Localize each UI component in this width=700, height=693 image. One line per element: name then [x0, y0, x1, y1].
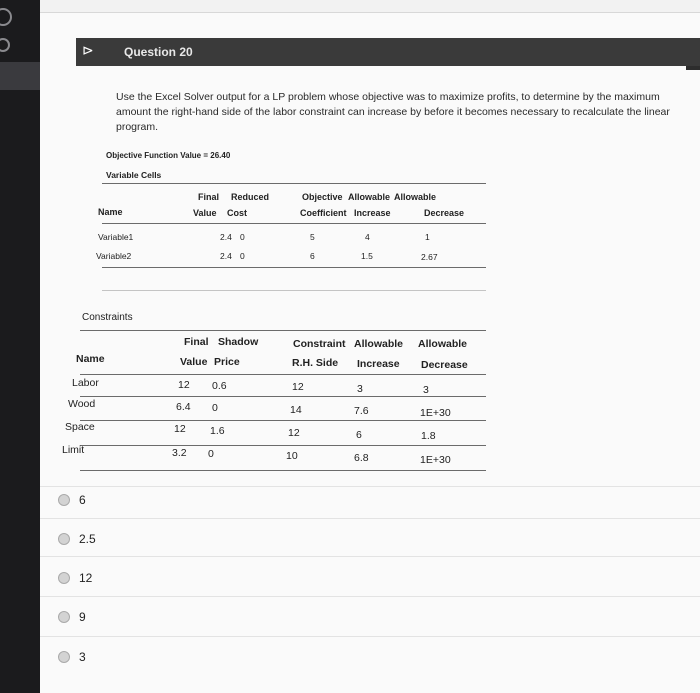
- table-cell: 10: [286, 450, 298, 462]
- header-final-value-top: Final: [184, 336, 209, 348]
- background-ring-icon: [0, 8, 12, 26]
- option-divider: [40, 518, 700, 519]
- table-cell: 6: [356, 429, 362, 441]
- table-cell: 6: [310, 251, 315, 261]
- header-allowable-decrease-top: Allowable: [394, 192, 437, 202]
- answer-option-label: 12: [79, 571, 93, 585]
- table-cell: Labor: [72, 377, 99, 389]
- table-cell: 12: [288, 427, 300, 439]
- table-cell: 3: [423, 384, 429, 396]
- table-cell: 1E+30: [420, 407, 451, 419]
- answer-option-label: 6: [79, 493, 86, 507]
- header-final-value-bottom: Value: [193, 208, 217, 218]
- header-allowable-increase-top: Allowable: [354, 338, 404, 350]
- radio-button[interactable]: [58, 572, 70, 584]
- table-cell: 0: [208, 448, 214, 460]
- table-cell: Variable2: [96, 251, 132, 261]
- answer-option-label: 3: [79, 650, 86, 664]
- question-title: Question 20: [124, 45, 193, 59]
- table-cell: Limit: [62, 444, 85, 456]
- radio-button[interactable]: [58, 533, 70, 545]
- table-cell: 0: [212, 402, 218, 414]
- answer-option[interactable]: [58, 532, 96, 546]
- objective-function-value: Objective Function Value = 26.40: [106, 151, 231, 160]
- table-cell: 0: [240, 251, 245, 261]
- table-cell: 14: [290, 404, 302, 416]
- header-reduced-cost-bottom: Cost: [227, 208, 247, 218]
- table-cell: 4: [365, 232, 370, 242]
- table-rule: [80, 374, 486, 375]
- header-objective-coefficient-top: Objective: [302, 192, 343, 202]
- background-ring-icon: [0, 38, 10, 52]
- table-rule: [80, 330, 486, 331]
- table-cell: 1.8: [421, 430, 436, 442]
- flag-icon[interactable]: ⊳: [82, 42, 94, 58]
- table-cell: 12: [174, 423, 186, 435]
- header-allowable-increase-bottom: Increase: [354, 208, 391, 218]
- answer-option[interactable]: [58, 610, 86, 624]
- radio-button[interactable]: [58, 494, 70, 506]
- constraints-label: Constraints: [82, 312, 133, 323]
- table-rule: [102, 267, 486, 268]
- header-rhs-top: Constraint: [293, 338, 346, 350]
- radio-button[interactable]: [58, 651, 70, 663]
- option-divider: [40, 486, 700, 487]
- table-cell: 5: [310, 232, 315, 242]
- table-cell: 1: [425, 232, 430, 242]
- option-divider: [40, 636, 700, 637]
- variable-cells-label: Variable Cells: [106, 170, 162, 180]
- header-shadow-price-bottom: Price: [214, 356, 240, 368]
- table-cell: Space: [65, 421, 95, 433]
- table-rule: [102, 183, 486, 184]
- table-rule: [102, 290, 486, 291]
- header-rhs-bottom: R.H. Side: [292, 357, 339, 369]
- radio-button[interactable]: [58, 611, 70, 623]
- table-rule: [80, 445, 486, 446]
- top-strip: [40, 0, 700, 13]
- sidebar-tab: [0, 62, 40, 90]
- table-cell: 3.2: [172, 447, 187, 459]
- header-allowable-decrease-bottom: Decrease: [424, 208, 465, 218]
- table-cell: 0.6: [212, 380, 227, 392]
- table-cell: 3: [357, 383, 363, 395]
- header-name: Name: [76, 353, 105, 365]
- quiz-page: [40, 0, 700, 693]
- table-rule: [80, 420, 486, 421]
- table-cell: Variable1: [98, 232, 134, 242]
- answer-option-label: 2.5: [79, 532, 96, 546]
- table-cell: 12: [178, 379, 190, 391]
- answer-option-label: 9: [79, 610, 86, 624]
- option-divider: [40, 556, 700, 557]
- table-rule: [102, 223, 486, 224]
- table-cell: 2.4: [220, 232, 232, 242]
- question-text: Use the Excel Solver output for a LP problem whose objective was to maximize profits, to determine by the maximum amount the right-hand side of the labor constraint can increase by before it becomes necessary to recalculate the linear program.: [116, 91, 670, 133]
- header-objective-coefficient-bottom: Coefficient: [300, 208, 347, 218]
- table-cell: 2.67: [421, 252, 438, 262]
- header-allowable-increase-bottom: Increase: [357, 358, 400, 370]
- table-rule: [80, 470, 486, 471]
- table-cell: 6.8: [354, 452, 369, 464]
- table-cell: 1.6: [210, 425, 225, 437]
- table-cell: 1.5: [361, 251, 373, 261]
- header-final-value-bottom: Value: [180, 356, 208, 368]
- table-cell: 7.6: [354, 405, 369, 417]
- answer-option[interactable]: [58, 571, 92, 585]
- header-final-value-top: Final: [198, 192, 220, 202]
- answer-option[interactable]: [58, 650, 86, 664]
- table-cell: 12: [292, 381, 304, 393]
- header-allowable-increase-top: Allowable: [348, 192, 391, 202]
- table-cell: Wood: [68, 398, 96, 410]
- table-cell: 6.4: [176, 401, 191, 413]
- table-cell: 0: [240, 232, 245, 242]
- table-cell: 2.4: [220, 251, 232, 261]
- table-rule: [80, 396, 486, 397]
- table-cell: 1E+30: [420, 454, 451, 466]
- header-reduced-cost-top: Reduced: [231, 192, 270, 202]
- header-allowable-decrease-top: Allowable: [418, 338, 468, 350]
- option-divider: [40, 596, 700, 597]
- header-allowable-decrease-bottom: Decrease: [421, 359, 468, 371]
- header-shadow-price-top: Shadow: [218, 336, 259, 348]
- answer-option[interactable]: [58, 493, 86, 507]
- header-name: Name: [98, 207, 123, 217]
- question-header: [76, 38, 700, 66]
